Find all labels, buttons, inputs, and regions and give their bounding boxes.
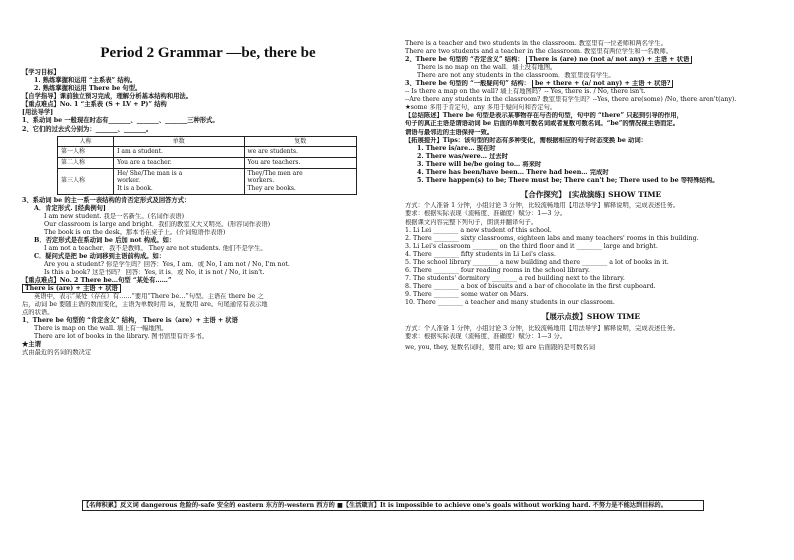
table-cell: 第三人称 <box>58 168 114 194</box>
example-line: I am new student. 我是一名新生。(名词作表语) <box>44 212 185 220</box>
example-line: The book is on the desk。那本书在桌子上。(介词短语作表语) <box>44 228 226 236</box>
goal-heading: 【学习目标】 <box>22 69 60 77</box>
exercise-item: 2. There ________ sixty classrooms, eighteen labs and many teachers' rooms in this building. <box>405 234 699 242</box>
formula-box: There is (are) + 主语 + 状语 <box>22 284 121 293</box>
cell-line: He/ She/The man is a <box>117 169 183 177</box>
example-line: Is this a book? 这是书吗？ 回答：Yes, it is．或 No, it is not / No, it isn't. <box>44 269 265 277</box>
goal-1: 1. 熟练掌握和运用 “主系表” 结构。 <box>34 77 137 85</box>
conjugation-table <box>57 136 357 195</box>
extend-heading: 【拓展提升】Tips：该句型的时态有多种变化，需根据相应的句子时态变换 be 动词： <box>405 136 647 144</box>
key-point-1: 【重点难点】No. 1 “主系表 (S + LV + P)” 结构 <box>22 101 167 109</box>
exercise-item: 6. There ________ four reading rooms in the school library. <box>405 266 590 274</box>
tense-item: 1. There is/are… 现在时 <box>417 144 496 152</box>
instruction-line: 根据课文内容完整下列句子，朗读并翻译句子。 <box>405 218 538 226</box>
example-line: There are two students and a teacher in the classroom. 教室里有两位学生和一名教师。 <box>405 48 673 56</box>
example-line: There are lot of books in the library. 图书馆里有许多书。 <box>34 333 208 341</box>
question-1: 1、系动词 be 一般现在时态有_______、_______、_______三种形式。 <box>22 117 219 125</box>
exercise-item: 1. Li Lei ________ a new student of this school. <box>405 226 552 234</box>
page-title: Period 2 Grammar —be, there be <box>100 45 316 61</box>
negative-box: There is (are) no (not a/ not any) + 主语 + 状语 <box>526 56 693 64</box>
summary-line: 句子的真正主语是谓语动词 be 后面的单数可数名词或者复数可数名词。“be”的情况视主语而定。 <box>405 120 680 128</box>
table-row <box>58 157 357 168</box>
exercise-item: 7. The students' dormitory ________ a red building next to the library. <box>405 274 625 282</box>
exercise-item: 9. There ________ some water on Mars. <box>405 290 529 298</box>
question-box: be + there + (a/ not any) + 主语 + 状语? <box>532 80 673 88</box>
summary-line: 【总结陈述】There be 句型是表示某事物存在与否的句型，句中的 “there” 只起到引导的作用， <box>405 112 683 120</box>
table-row <box>58 147 357 158</box>
exercise-item: 8. There ________ a box of biscuits and a bar of chocolate in the first cupboard. <box>405 282 656 290</box>
cell-line: They are books. <box>247 184 296 192</box>
explain-line: 英语中，表示“某处（存在）有……”要用“There be…”句型。主语在 there be 之 <box>34 293 264 301</box>
cell-line: workers. <box>247 177 275 185</box>
example-line: There are not any students in the classroom．教室里没有学生。 <box>417 72 615 80</box>
table-cell: You are a teacher. <box>114 157 244 168</box>
negative-heading: B．否定形式是在系动词 be 后加 not 构成。如： <box>34 236 176 244</box>
table-header: 人称 <box>58 136 114 147</box>
instruction-line: 要求：根据实际表现（流畅度、准确度）赋分：1—3 分。 <box>405 332 567 340</box>
table-cell <box>244 168 356 194</box>
cell-line: They/The men are <box>247 169 303 177</box>
show-heading: 【展示点拨】SHOW TIME <box>541 312 641 322</box>
exercise-item: 10. There ________ a teacher and many students in our classroom. <box>405 299 615 306</box>
example-line: There is no map on the wall．墙上没有地图。 <box>417 64 557 72</box>
self-guide: 【自学指导】课前独立预习完成，理解分析基本结构和用法。 <box>22 93 193 101</box>
left-column <box>22 0 394 358</box>
instruction-line: 方式：个人准备 1 分钟，小组讨论 3 分钟，比较流畅地用【用法导学】解释说明，完成表述任务。 <box>405 202 680 210</box>
example-line: I am not a teacher．我不是教师。 They are not students. 他们不是学生。 <box>44 244 267 252</box>
table-cell: 第二人称 <box>58 157 114 168</box>
summary-line: 谓语与最邻近的主语保持一致。 <box>405 128 494 136</box>
question-3: 3、系动词 be 的主一系一表结构的肯否定形式及回答方式： <box>22 196 191 204</box>
instruction-line: 方式：个人准备 1 分钟，小组讨论 3 分钟，比较流畅地用【用法导学】解释说明，完成表述任务。 <box>405 324 680 332</box>
usage-guide: [用法导学] <box>22 109 54 117</box>
cell-line: It is a book. <box>117 184 153 192</box>
table-cell: we are students. <box>244 147 356 158</box>
tense-item: 5. There happen(s) to be; There must be; There can't be; There used to be 等特殊结构。 <box>417 176 719 184</box>
explain-line: 点的状语。 <box>22 309 54 317</box>
table-cell: You are teachers. <box>244 157 356 168</box>
table-cell <box>114 168 244 194</box>
tense-item: 2. There was/were… 过去时 <box>417 152 509 160</box>
instruction-line: 要求：根据实际表现（流畅度、准确度）赋分：1—3 分。 <box>405 210 567 218</box>
goal-2: 2. 熟练掌握和运用 There be 句型。 <box>34 85 142 93</box>
question-heading: C．疑问式是把 be 动词移到主语前构成。如： <box>34 252 166 260</box>
pattern-3: 3、There be 句型的 “一般疑问句” 结构： <box>405 80 530 88</box>
example-line: ★some 多用于肯定句，any 多用于疑问句和否定句。 <box>405 104 557 112</box>
tense-item: 3. There will be/be going to… 将来时 <box>417 160 542 168</box>
footer-strip: 【名师积累】反义词 dangerous 危险的-safe 安全的 eastern 东方的-western 西方的 ■【生活箴言】It is impossible to achieve one's goals without working hard. 不努力是不能达到目标的。 <box>82 500 704 511</box>
coop-heading: 【合作探究】 [实战演练] SHOW TIME <box>520 189 662 199</box>
explain-line: 后，动词 be 要随主语的数而变化，主语为单数时用 is，复数用 are。句尾通常有表示地 <box>22 301 268 309</box>
cut-text: 式由最近的名词的数决定 <box>22 349 92 357</box>
table-header: 单数 <box>114 136 244 147</box>
exercise-item: 4. There ________ fifty students in Li Lei's class. <box>405 250 556 258</box>
cut-text: ★主谓 <box>22 341 41 349</box>
example-line: There is map on the wall. 墙上有一幅地图。 <box>34 325 168 333</box>
cell-line: worker. <box>117 177 141 185</box>
example-line: Are you a student? 你是学生吗？回答：Yes, I am．或 No, I am not / No, I'm not. <box>44 260 290 268</box>
example-line: -- Is there a map on the wall? 墙上有地图吗？-- Yes, there is. / No, there isn't. <box>405 88 646 96</box>
question-2: 2、它们的过去式分别为：_______、_______。 <box>22 125 153 133</box>
right-column <box>405 0 777 352</box>
table-cell: 第一人称 <box>58 147 114 158</box>
table-cell: I am a student. <box>114 147 244 158</box>
cut-text: we, you, they, 复数名词时，要用 are; 如 are 后面跟的是可数名词 <box>405 343 596 351</box>
exercise-item: 5. The school library ________ a new building and there ________ a lot of books in it. <box>405 258 669 266</box>
pattern-1: 1、There be 句型的 “肯定含义” 结构， There is（are）+ 主语 + 状语 <box>22 317 238 325</box>
key-point-2: 【重点难点】No. 2 There be…句型 “某处有……” <box>22 277 172 285</box>
tense-item: 4. There has been/have been… There had been… 完成时 <box>417 168 609 176</box>
table-header: 复数 <box>244 136 356 147</box>
example-line: --Are there any students in the classroom? 教室里有学生吗？--Yes, there are(some) /No, there aren't(any). <box>405 96 737 104</box>
example-line: Our classroom is large and bright．我们的教室又大又明亮。(形容词作表语) <box>44 220 271 228</box>
exercise-item: 3. Li Lei's classroom ________ on the third floor and it ________ large and bright. <box>405 242 658 250</box>
table-row <box>58 168 357 194</box>
pattern-2: 2、There be 句型的 “否定含义” 结构： <box>405 56 524 64</box>
example-line: There is a teacher and two students in the classroom. 教室里有一位老师和两名学生。 <box>405 40 667 47</box>
affirmative-heading: A．肯定形式. [经典例句] <box>34 204 106 212</box>
